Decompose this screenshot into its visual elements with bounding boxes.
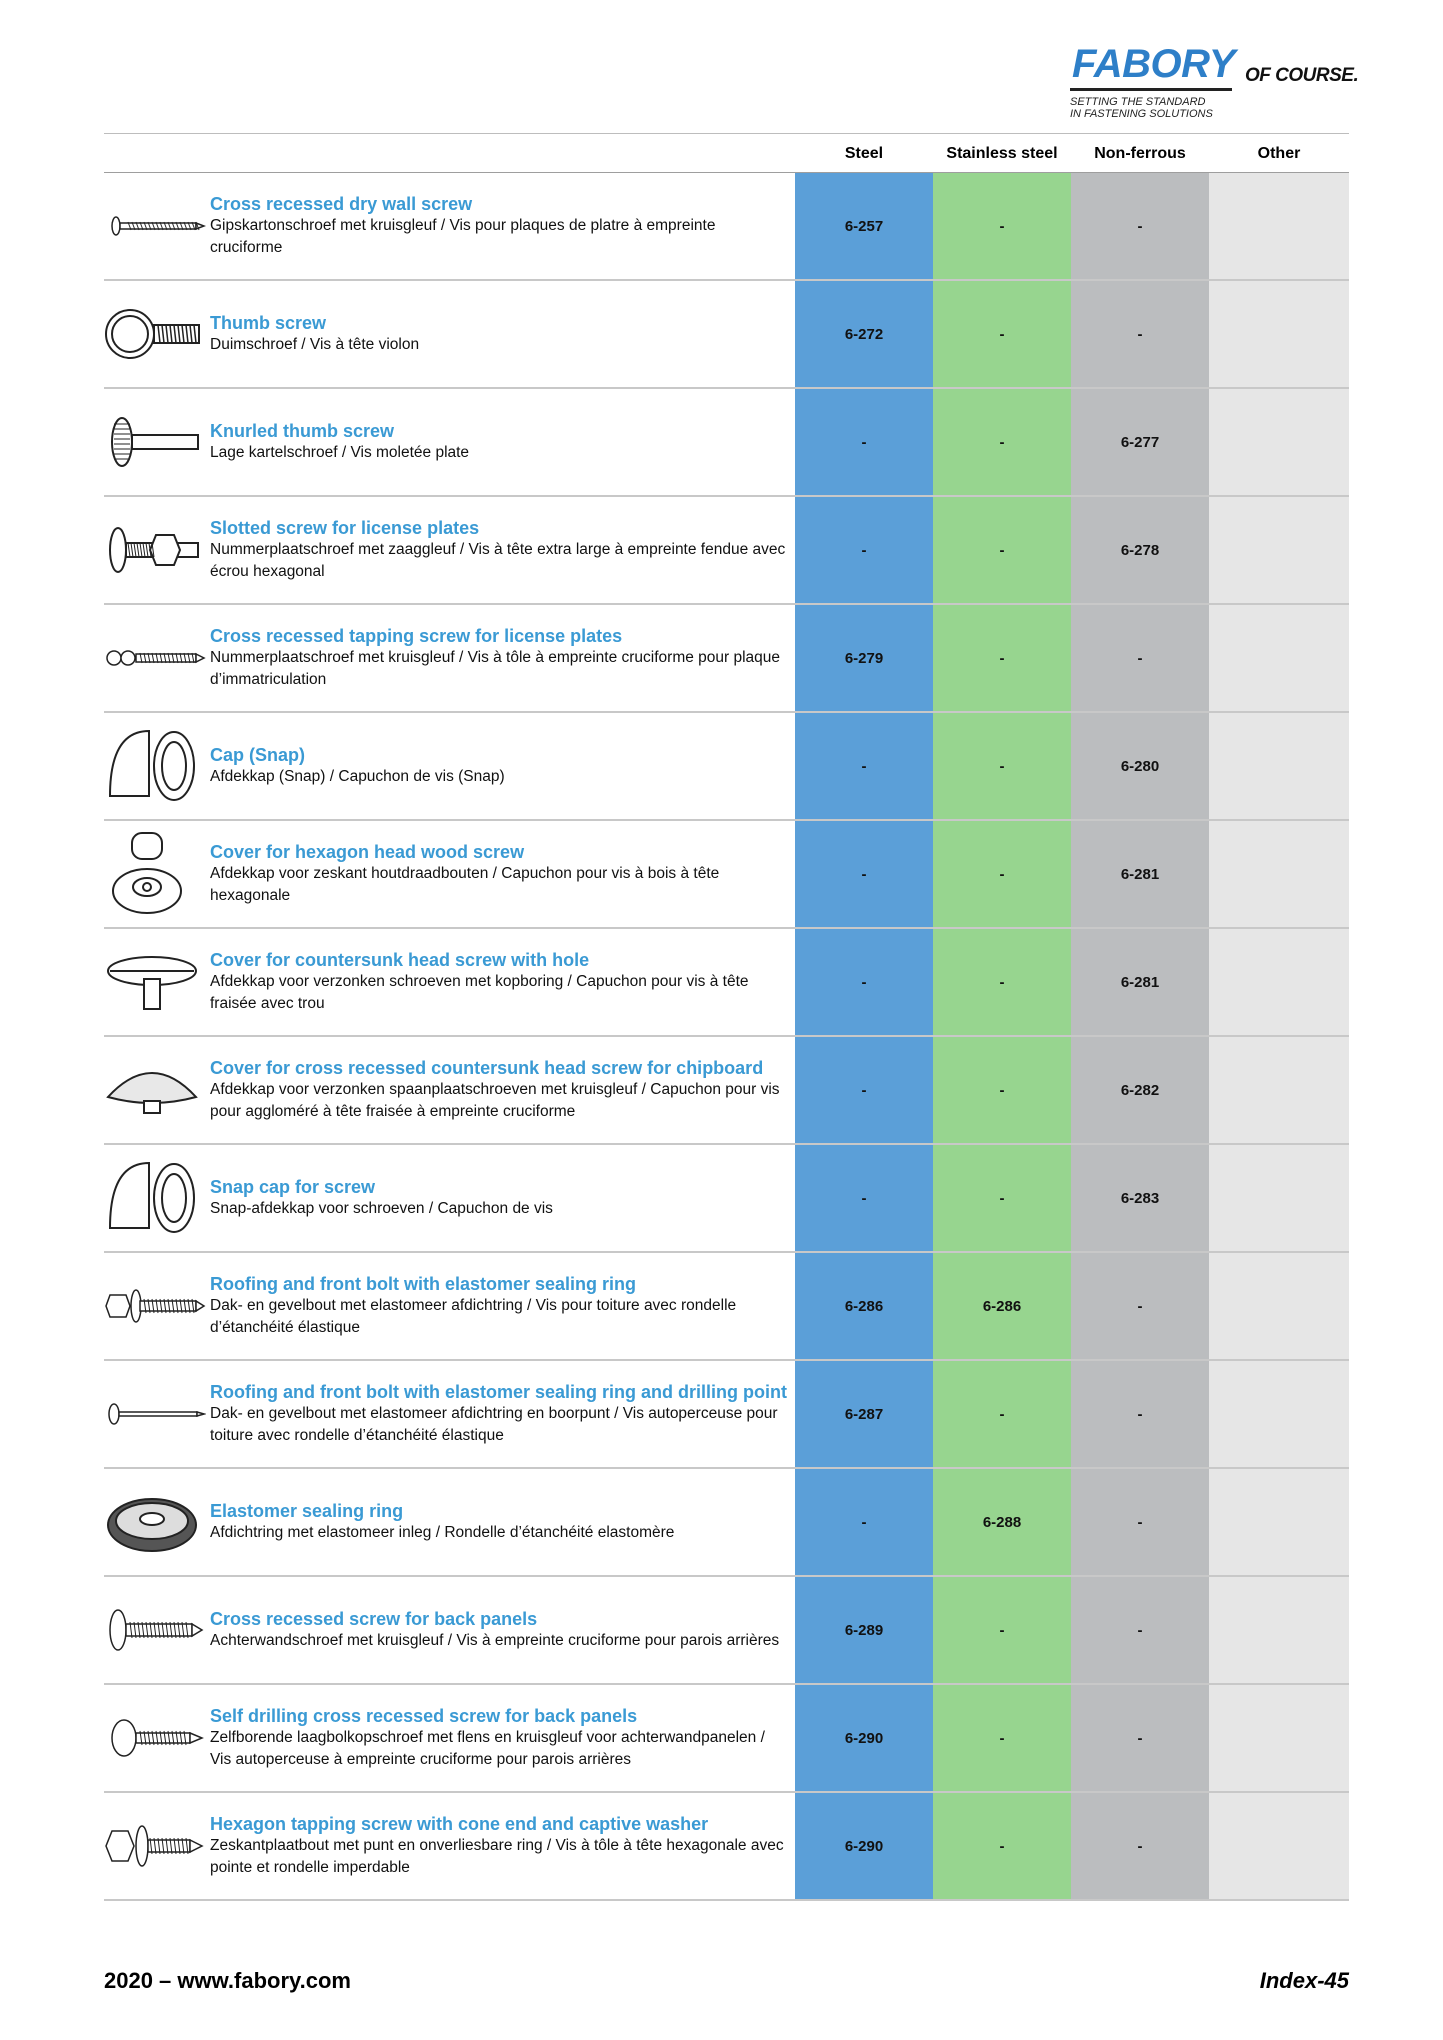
drilling-roofing-bolt-icon (104, 1369, 206, 1459)
nonferrous-page-ref: - (1137, 217, 1143, 235)
steel-page-ref: - (861, 1081, 867, 1099)
nonferrous-page-ref: 6-280 (1120, 757, 1160, 775)
table-row (104, 1145, 1349, 1253)
other-page-ref (1209, 821, 1349, 927)
steel-page-ref: - (861, 433, 867, 451)
nonferrous-page-ref: 6-277 (1120, 433, 1160, 451)
steel-page-ref: 6-272 (844, 325, 884, 343)
product-description: Dak- en gevelbout met elastomeer afdichtring en boorpunt / Vis autoperceuse pour toiture avec rondelle d’étanchéité élastique (210, 1404, 778, 1444)
product-description: Dak- en gevelbout met elastomeer afdichtring / Vis pour toiture avec rondelle d’étanchéité élastique (210, 1296, 737, 1336)
steel-page-ref: - (861, 1189, 867, 1207)
other-page-ref (1209, 497, 1349, 603)
other-page-ref (1209, 173, 1349, 279)
footer-website: 2020 – www.fabory.com (104, 1968, 351, 1993)
product-title[interactable]: Elastomer sealing ring (210, 1500, 404, 1521)
product-text (210, 1361, 788, 1467)
table-row (104, 389, 1349, 497)
table-row (104, 713, 1349, 821)
product-title[interactable]: Self drilling cross recessed screw for back panels (210, 1705, 638, 1726)
table-row (104, 1037, 1349, 1145)
other-page-ref (1209, 605, 1349, 711)
nonferrous-page-ref: - (1137, 1297, 1143, 1315)
chipboard-cover-icon (104, 1045, 206, 1135)
product-title[interactable]: Snap cap for screw (210, 1176, 376, 1197)
countersunk-cover-icon (104, 937, 206, 1027)
product-text (210, 605, 788, 711)
nonferrous-page-ref: 6-281 (1120, 973, 1160, 991)
self-drilling-back-panel-screw-icon (104, 1693, 206, 1783)
knurled-thumb-screw-icon (104, 397, 206, 487)
product-description: Duimschroef / Vis à tête violon (210, 335, 420, 353)
snap-cap-icon (104, 721, 206, 811)
product-title[interactable]: Cover for hexagon head wood screw (210, 841, 525, 862)
product-description: Zeskantplaatbout met punt en onverliesbare ring / Vis à tôle à tête hexagonale avec pointe et rondelle imperdable (210, 1836, 784, 1876)
steel-page-ref: 6-287 (844, 1405, 884, 1423)
steel-page-ref: - (861, 865, 867, 883)
product-description: Lage kartelschroef / Vis moletée plate (210, 443, 470, 461)
footer-page-index: Index-45 (1259, 1968, 1349, 1993)
other-page-ref (1209, 1469, 1349, 1575)
back-panel-screw-icon (104, 1585, 206, 1675)
stainless-page-ref: 6-288 (982, 1513, 1022, 1531)
product-text (210, 281, 788, 387)
stainless-page-ref: - (999, 1837, 1005, 1855)
nonferrous-page-ref: 6-281 (1120, 865, 1160, 883)
other-page-ref (1209, 1253, 1349, 1359)
product-text (210, 1145, 788, 1251)
license-plate-bolt-icon (104, 505, 206, 595)
nonferrous-page-ref: - (1137, 1405, 1143, 1423)
product-text (210, 713, 788, 819)
other-page-ref (1209, 1361, 1349, 1467)
nonferrous-page-ref: 6-283 (1120, 1189, 1160, 1207)
hex-tapping-screw-washer-icon (104, 1801, 206, 1891)
table-row (104, 1361, 1349, 1469)
product-description: Afdekkap voor verzonken spaanplaatschroeven met kruisgleuf / Capuchon pour vis pour aggloméré à tête fraisée à empreinte cruciforme (210, 1080, 780, 1120)
table-row (104, 497, 1349, 605)
table-row (104, 605, 1349, 713)
table-row (104, 173, 1349, 281)
header-non-ferrous: Non-ferrous (1094, 145, 1186, 162)
product-description: Gipskartonschroef met kruisgleuf / Vis pour plaques de platre à empreinte cruciforme (210, 216, 716, 256)
fabory-logo (1060, 42, 1360, 122)
brand-tagline (1070, 96, 1290, 120)
stainless-page-ref: - (999, 1405, 1005, 1423)
product-text (210, 821, 788, 927)
stainless-page-ref: 6-286 (982, 1297, 1022, 1315)
other-page-ref (1209, 281, 1349, 387)
product-title[interactable]: Cap (Snap) (210, 744, 306, 765)
other-page-ref (1209, 929, 1349, 1035)
stainless-page-ref: - (999, 973, 1005, 991)
snap-cap-icon (104, 1153, 206, 1243)
brand-suffix: OF COURSE. (1245, 65, 1359, 86)
nonferrous-page-ref: - (1137, 1513, 1143, 1531)
product-title[interactable]: Thumb screw (210, 312, 327, 333)
header-steel: Steel (844, 145, 884, 162)
steel-page-ref: 6-290 (844, 1729, 884, 1747)
nonferrous-page-ref: 6-278 (1120, 541, 1160, 559)
steel-page-ref: 6-290 (844, 1837, 884, 1855)
brand-name: FABORY (1072, 42, 1235, 86)
other-page-ref (1209, 389, 1349, 495)
dry-wall-screw-icon (104, 181, 206, 271)
steel-page-ref: 6-257 (844, 217, 884, 235)
table-row (104, 1793, 1349, 1901)
product-title[interactable]: Roofing and front bolt with elastomer sealing ring (210, 1273, 637, 1294)
stainless-page-ref: - (999, 865, 1005, 883)
thumb-screw-icon (104, 289, 206, 379)
product-text (210, 929, 788, 1035)
table-header (104, 133, 1349, 173)
license-plate-tapping-screw-icon (104, 613, 206, 703)
table-row (104, 1469, 1349, 1577)
hex-cover-icon (104, 829, 206, 919)
product-description: Nummerplaatschroef met kruisgleuf / Vis à tôle à empreinte cruciforme pour plaque d’immatriculation (210, 648, 781, 688)
stainless-page-ref: - (999, 1189, 1005, 1207)
nonferrous-page-ref: - (1137, 1621, 1143, 1639)
product-title[interactable]: Cover for cross recessed countersunk head screw for chipboard (210, 1057, 764, 1078)
product-title[interactable]: Slotted screw for license plates (210, 517, 480, 538)
roofing-bolt-icon (104, 1261, 206, 1351)
product-description: Nummerplaatschroef met zaaggleuf / Vis à tête extra large à empreinte fendue avec écrou hexagonal (210, 540, 786, 580)
product-text (210, 389, 788, 495)
product-description: Afdekkap (Snap) / Capuchon de vis (Snap) (210, 767, 505, 785)
table-row (104, 1685, 1349, 1793)
product-text (210, 1685, 788, 1791)
product-description: Zelfborende laagbolkopschroef met flens en kruisgleuf voor achterwandpanelen / Vis autoperceuse à empreinte cruciforme pour parois arrières (210, 1728, 765, 1768)
steel-page-ref: 6-289 (844, 1621, 884, 1639)
steel-page-ref: 6-279 (844, 649, 884, 667)
product-description: Afdichtring met elastomeer inleg / Rondelle d’étanchéité elastomère (210, 1523, 675, 1541)
tagline-line-2: IN FASTENING SOLUTIONS (1070, 108, 1213, 120)
nonferrous-page-ref: - (1137, 325, 1143, 343)
other-page-ref (1209, 1793, 1349, 1899)
product-text (210, 1037, 788, 1143)
product-title[interactable]: Cross recessed screw for back panels (210, 1608, 538, 1629)
other-page-ref (1209, 1685, 1349, 1791)
product-text (210, 497, 788, 603)
logo-underline (1070, 88, 1232, 91)
product-text (210, 1577, 788, 1683)
nonferrous-page-ref: - (1137, 1837, 1143, 1855)
nonferrous-page-ref: 6-282 (1120, 1081, 1160, 1099)
table-row (104, 821, 1349, 929)
stainless-page-ref: - (999, 649, 1005, 667)
other-page-ref (1209, 1037, 1349, 1143)
steel-page-ref: - (861, 973, 867, 991)
tagline-line-1: SETTING THE STANDARD (1070, 96, 1206, 108)
other-page-ref (1209, 713, 1349, 819)
product-description: Snap-afdekkap voor schroeven / Capuchon de vis (210, 1199, 553, 1217)
product-description: Achterwandschroef met kruisgleuf / Vis à empreinte cruciforme pour parois arrières (210, 1631, 780, 1649)
header-stainless-steel: Stainless steel (946, 145, 1058, 162)
product-title[interactable]: Cover for countersunk head screw with hole (210, 949, 590, 970)
product-title[interactable]: Hexagon tapping screw with cone end and captive washer (210, 1813, 709, 1834)
sealing-ring-icon (104, 1477, 206, 1567)
stainless-page-ref: - (999, 541, 1005, 559)
product-text (210, 1793, 788, 1899)
stainless-page-ref: - (999, 433, 1005, 451)
stainless-page-ref: - (999, 1621, 1005, 1639)
product-description: Afdekkap voor verzonken schroeven met kopboring / Capuchon pour vis à tête fraisée avec trou (210, 972, 749, 1012)
product-title[interactable]: Cross recessed dry wall screw (210, 193, 473, 214)
product-text (210, 1253, 788, 1359)
product-text (210, 1469, 788, 1575)
table-row (104, 929, 1349, 1037)
stainless-page-ref: - (999, 217, 1005, 235)
steel-page-ref: - (861, 1513, 867, 1531)
product-title[interactable]: Cross recessed tapping screw for license plates (210, 625, 623, 646)
stainless-page-ref: - (999, 1729, 1005, 1747)
table-row (104, 1253, 1349, 1361)
product-index-table (104, 133, 1349, 1901)
stainless-page-ref: - (999, 325, 1005, 343)
stainless-page-ref: - (999, 1081, 1005, 1099)
product-text (210, 173, 788, 279)
steel-page-ref: - (861, 757, 867, 775)
table-row (104, 1577, 1349, 1685)
header-other: Other (1257, 145, 1301, 162)
other-page-ref (1209, 1577, 1349, 1683)
product-title[interactable]: Knurled thumb screw (210, 420, 395, 441)
product-description: Afdekkap voor zeskant houtdraadbouten / Capuchon pour vis à bois à tête hexagonale (210, 864, 720, 904)
other-page-ref (1209, 1145, 1349, 1251)
steel-page-ref: - (861, 541, 867, 559)
steel-page-ref: 6-286 (844, 1297, 884, 1315)
stainless-page-ref: - (999, 757, 1005, 775)
table-row (104, 281, 1349, 389)
product-title[interactable]: Roofing and front bolt with elastomer sealing ring and drilling point (210, 1381, 787, 1402)
nonferrous-page-ref: - (1137, 1729, 1143, 1747)
nonferrous-page-ref: - (1137, 649, 1143, 667)
